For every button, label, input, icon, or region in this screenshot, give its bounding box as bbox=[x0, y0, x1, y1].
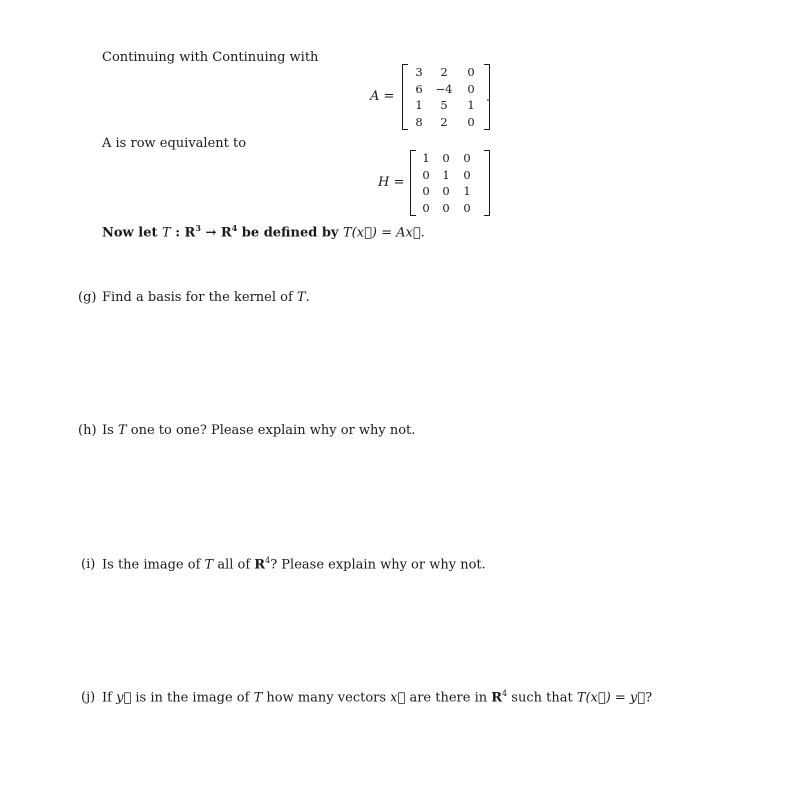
row-equivalent-text: A is row equivalent to bbox=[102, 136, 247, 151]
question-j-label: (j) bbox=[81, 690, 96, 706]
matrix-a-left-bracket bbox=[402, 64, 408, 130]
matrix-a-cell: 0 bbox=[467, 65, 475, 79]
matrix-h-label: H bbox=[378, 175, 390, 190]
matrix-h-left-bracket bbox=[410, 150, 416, 216]
matrix-a-label: A bbox=[370, 89, 380, 104]
matrix-h-cell: 1 bbox=[422, 151, 430, 165]
question-j bbox=[81, 689, 652, 705]
definition-R-codomain: R bbox=[220, 225, 232, 241]
matrix-h-cell: 0 bbox=[422, 184, 430, 198]
question-j-exp: 4 bbox=[502, 689, 508, 698]
definition-exp3: 3 bbox=[195, 223, 201, 233]
matrix-a-cell: 0 bbox=[467, 114, 475, 129]
matrix-h-equals: = bbox=[393, 175, 405, 190]
question-j-mid1: is in the image of bbox=[131, 690, 254, 706]
matrix-a-equals: = bbox=[383, 89, 395, 104]
matrix-a-cell: 3 bbox=[415, 65, 423, 79]
question-i-exp: 4 bbox=[265, 556, 271, 565]
matrix-a-cell: 0 bbox=[467, 81, 475, 96]
matrix-h-cell: 0 bbox=[442, 151, 450, 165]
question-h-math: T bbox=[117, 423, 127, 438]
definition-exp4: 4 bbox=[231, 223, 238, 233]
question-j-mid4: such that bbox=[507, 690, 577, 706]
definition-R-domain: R bbox=[184, 225, 196, 241]
question-i-mid: all of bbox=[213, 557, 255, 573]
question-j-eq: T(x⃗) = y⃗ bbox=[576, 690, 646, 706]
question-h-label: (h) bbox=[78, 423, 97, 438]
definition-line bbox=[102, 223, 425, 240]
definition-prefix: Now let bbox=[102, 225, 163, 241]
question-h-pre: Is bbox=[102, 423, 118, 438]
matrix-a-cell: 8 bbox=[415, 114, 423, 129]
matrix-h-cell: 1 bbox=[463, 184, 471, 198]
definition-T: T bbox=[162, 225, 171, 241]
question-g-label: (g) bbox=[78, 290, 97, 305]
question-i-label: (i) bbox=[81, 557, 96, 573]
question-i-R: R bbox=[254, 557, 266, 573]
question-h-post: one to one? Please explain why or why not. bbox=[126, 423, 416, 438]
question-j-mid2: how many vectors bbox=[262, 690, 391, 706]
definition-colon: : bbox=[170, 225, 185, 241]
definition-mid: be defined by bbox=[237, 225, 344, 241]
matrix-a-period: . bbox=[486, 90, 490, 104]
matrix-h-right-bracket bbox=[484, 150, 490, 216]
matrix-h-cell: 0 bbox=[442, 200, 450, 215]
matrix-a-cell: 2 bbox=[440, 65, 448, 79]
matrix-h-cell: 0 bbox=[442, 184, 450, 198]
matrix-a-cell: 1 bbox=[467, 98, 475, 112]
intro-text: Continuing with Continuing with bbox=[102, 50, 319, 65]
matrix-h-cell: 0 bbox=[463, 200, 471, 215]
matrix-h-cell: 0 bbox=[463, 151, 471, 165]
matrix-a-cell: 6 bbox=[415, 81, 423, 96]
question-i-post: ? Please explain why or why not. bbox=[270, 557, 486, 573]
question-j-x: x⃗ bbox=[390, 690, 406, 706]
question-g-math: T bbox=[296, 290, 306, 305]
matrix-a-cell: 1 bbox=[415, 98, 423, 112]
matrix-a-cell: 2 bbox=[440, 114, 448, 129]
question-j-y: y⃗ bbox=[116, 690, 132, 706]
matrix-h-cell: 0 bbox=[463, 167, 471, 182]
matrix-a-label-group bbox=[370, 89, 394, 104]
matrix-a bbox=[402, 64, 490, 130]
question-i bbox=[81, 556, 486, 572]
matrix-h-label-group bbox=[378, 175, 404, 190]
matrix-a-cell: 5 bbox=[440, 98, 448, 112]
question-j-pre: If bbox=[102, 690, 117, 706]
matrix-h-cell: 1 bbox=[442, 167, 450, 182]
question-g-text: Find a basis for the kernel of bbox=[102, 290, 297, 305]
definition-formula: T(x⃗) = Ax⃗. bbox=[343, 225, 425, 241]
matrix-a-cell: −4 bbox=[435, 81, 453, 96]
question-i-math: T bbox=[204, 557, 214, 573]
question-i-pre: Is the image of bbox=[102, 557, 205, 573]
question-j-R: R bbox=[491, 690, 503, 706]
question-g bbox=[78, 290, 310, 305]
definition-arrow: → bbox=[200, 225, 221, 241]
question-g-tail: . bbox=[305, 290, 310, 305]
question-j-math: T bbox=[253, 690, 263, 706]
matrix-h-cell: 0 bbox=[422, 167, 430, 182]
question-h bbox=[78, 423, 415, 438]
matrix-h bbox=[410, 150, 490, 216]
question-j-post: ? bbox=[645, 690, 653, 706]
question-j-mid3: are there in bbox=[405, 690, 492, 706]
matrix-h-cell: 0 bbox=[422, 200, 430, 215]
